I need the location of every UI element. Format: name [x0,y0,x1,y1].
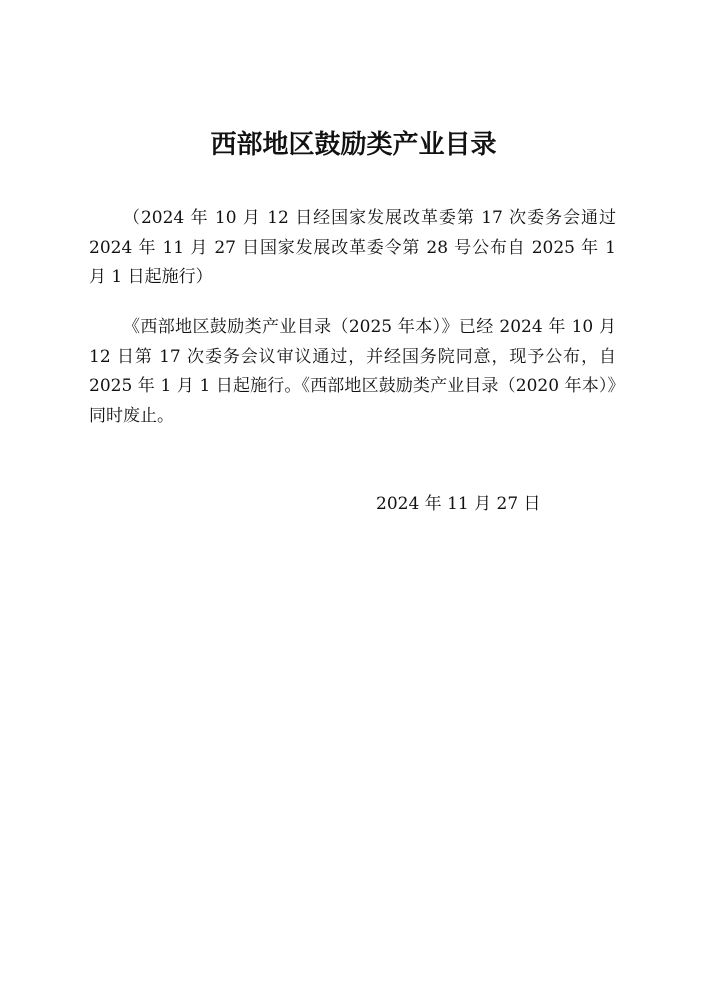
signing-date: 2024 年 11 月 27 日 [376,494,541,514]
announcement-paragraph: 《西部地区鼓励类产业目录（2025 年本）》已经 2024 年 10 月 12 日第 17 次委务会议审议通过，并经国务院同意，现予公布，自 2025 年 1 月 1 日起施行。《西部地区鼓励类产业目录（2020 年本）》同时废止。 [89,317,616,426]
document-title: 西部地区鼓励类产业目录 [210,130,497,160]
adoption-note: （2024 年 10 月 12 日经国家发展改革委第 17 次委务会通过 2024 年 11 月 27 日国家发展改革委令第 28 号公布自 2025 年 1 月 1 日起施行） [89,208,616,287]
